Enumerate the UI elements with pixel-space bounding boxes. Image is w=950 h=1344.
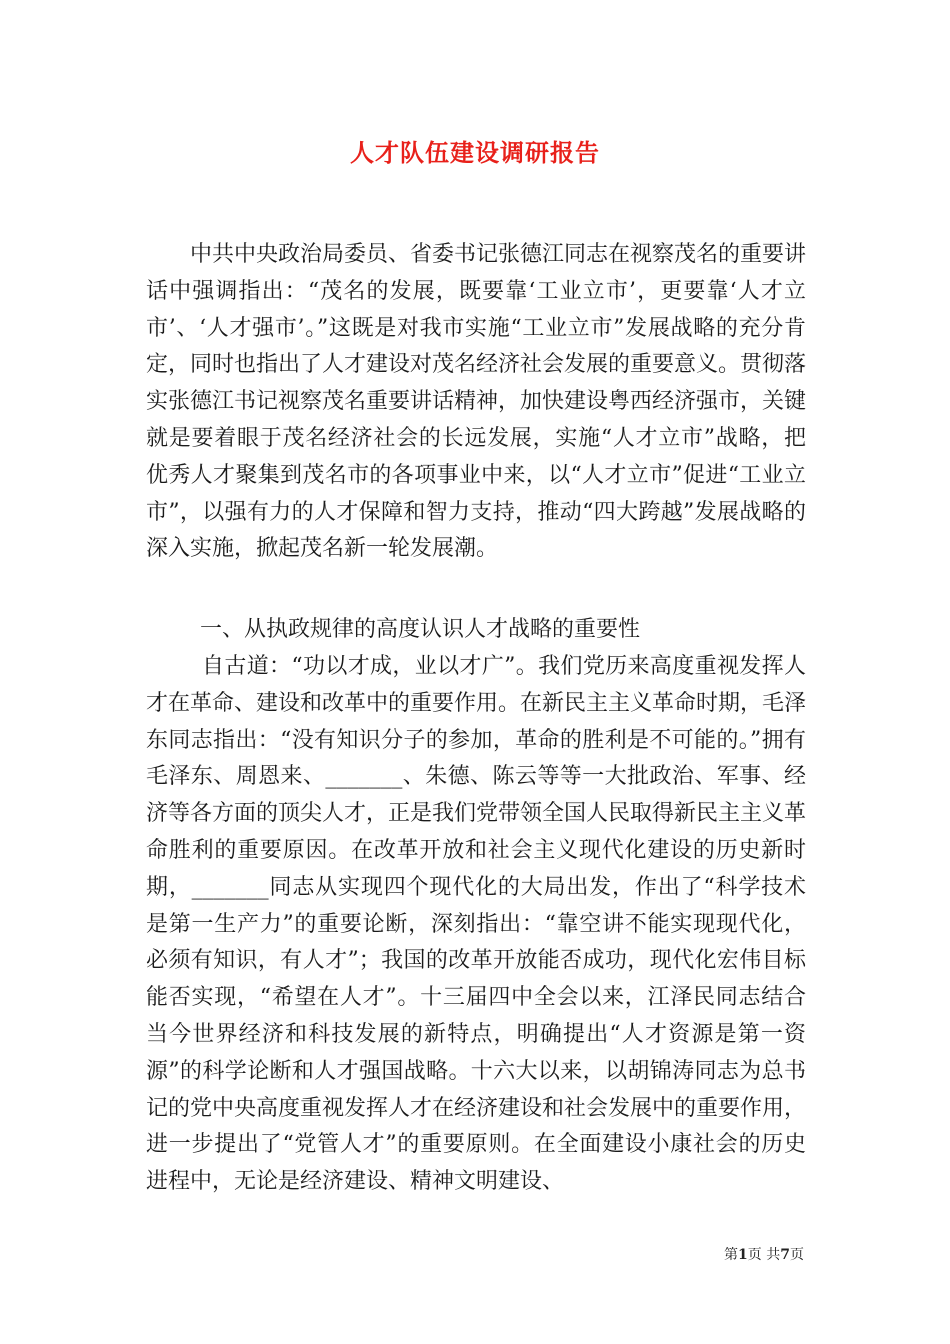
- footer-suffix: 页: [790, 1247, 804, 1263]
- total-page-number: 7: [780, 1247, 790, 1263]
- footer-prefix: 第: [724, 1247, 739, 1263]
- footer-middle: 页 共: [747, 1247, 781, 1263]
- section-heading: 一、从执政规律的高度认识人才战略的重要性: [200, 617, 641, 642]
- intro-paragraph: 中共中央政治局委员、省委书记张德江同志在视察茂名的重要讲话中强调指出：“茂名的发展，既要靠‘工业立市’，更要靠‘人才立市’、‘人才强市’。”这既是对我市实施“工业立市”发展战略的充分肯定，同时也指出了人才建设对茂名经济社会发展的重要意义。贯彻落实张德江书记视察茂名重要讲话精神，加快建设粤西经济强市，关键就是要着眼于茂名经济社会的长远发展，实施“人才立市”战略，把优秀人才聚集到茂名市的各项事业中来，以“人才立市”促进“工业立市”，以强有力的人才保障和智力支持，推动“四大跨越”发展战略的深入实施，掀起茂名新一轮发展潮。: [146, 242, 807, 562]
- page-number-footer: [724, 1244, 804, 1264]
- section-paragraph: 自古道：“功以才成，业以才广”。我们党历来高度重视发挥人才在革命、建设和改革中的重要作用。在新民主主义革命时期，毛泽东同志指出：“没有知识分子的参加，革命的胜利是不可能的。”拥有毛泽东、周恩来、_______、朱德、陈云等等一大批政治、军事、经济等各方面的顶尖人才，正是我们党带领全国人民取得新民主主义革命胜利的重要原因。在改革开放和社会主义现代化建设的历史新时期，_______同志从实现四个现代化的大局出发，作出了“科学技术是第一生产力”的重要论断，深刻指出：“靠空讲不能实现现代化，必须有知识，有人才”；我国的改革开放能否成功，现代化宏伟目标能否实现，“希望在人才”。十三届四中全会以来，江泽民同志结合当今世界经济和科技发展的新特点，明确提出“人才资源是第一资源”的科学论断和人才强国战略。十六大以来，以胡锦涛同志为总书记的党中央高度重视发挥人才在经济建设和社会发展中的重要作用，进一步提出了“党管人才”的重要原则。在全面建设小康社会的历史进程中，无论是经济建设、精神文明建设、: [146, 654, 807, 1195]
- current-page-number: 1: [738, 1247, 748, 1263]
- document-title: 人才队伍建设调研报告: [350, 138, 600, 167]
